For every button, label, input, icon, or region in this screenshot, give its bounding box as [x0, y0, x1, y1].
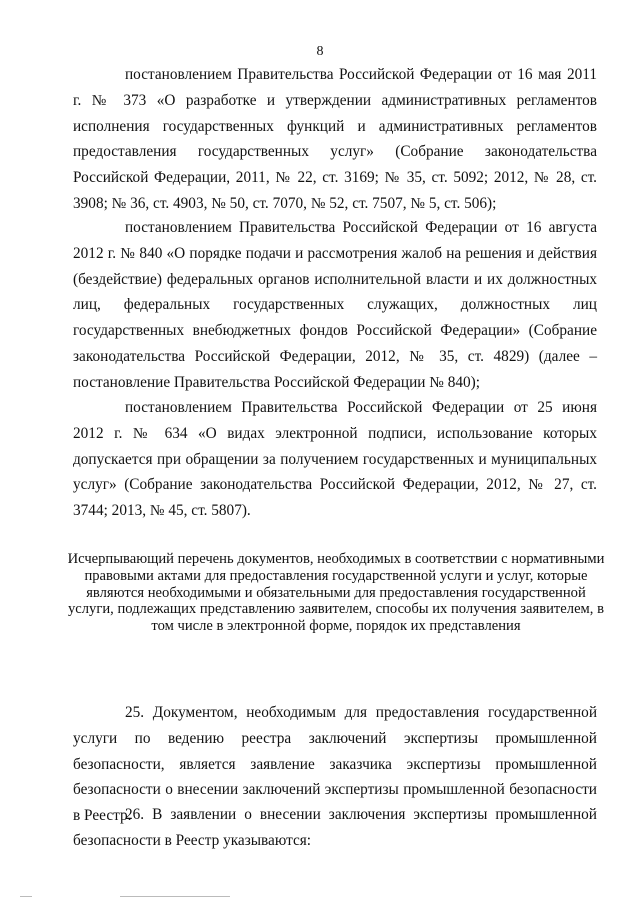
paragraph-text: 26. В заявлении о внесении заключения экспертизы промышленной безопасности в Реестр указываются: [73, 806, 597, 849]
paragraph-decree-840 [73, 215, 597, 396]
paragraph-text: 25. Документом, необходимым для предоставления государственной услуги по ведению реестра заключений экспертизы промышленной безопасности, является заявление заказчика экспертизы промышленной безопасности о внесении заключений экспертизы промышленной безопасности в Реестр. [73, 704, 597, 825]
paragraph-text: постановлением Правительства Российской Федерации от 16 мая 2011 г. № 373 «О разработке и утверждении административных регламентов исполнения государственных функций и административных регламентов предоставления государственных услуг» (Собрание законодательства Российской Федерации, 2011, № 22, ст. 3169; № 35, ст. 5092; 2012, № 28, ст. 3908; № 36, ст. 4903, № 50, ст. 7070, № 52, ст. 7507, № 5, ст. 506); [73, 66, 597, 212]
scan-edge-mark [120, 896, 230, 897]
paragraph-item-26 [73, 802, 597, 854]
paragraph-decree-373 [73, 62, 597, 217]
section-heading: Исчерпывающий перечень документов, необходимых в соответствии с нормативными правовыми актами для предоставления государственной услуги и услуг, которые являются необходимыми и обязательными для предоставления государственной услуги, подлежащих представлению заявителем, способы их получения заявителем, в том числе в электронной форме, порядок их представления [67, 551, 605, 635]
paragraph-decree-634 [73, 395, 597, 524]
page-number: 8 [316, 44, 324, 59]
paragraph-text: постановлением Правительства Российской Федерации от 25 июня 2012 г. № 634 «О видах электронной подписи, использование которых допускается при обращении за получением государственных и муниципальных услуг» (Собрание законодательства Российской Федерации, 2012, № 27, ст. 3744; 2013, № 45, ст. 5807). [73, 399, 597, 520]
paragraph-text: постановлением Правительства Российской Федерации от 16 августа 2012 г. № 840 «О порядке подачи и рассмотрения жалоб на решения и действия (бездействие) федеральных органов исполнительной власти и их должностных лиц, федеральных государственных служащих, должностных лиц государственных внебюджетных фондов Российской Федерации» (Собрание законодательства Российской Федерации, 2012, № 35, ст. 4829) (далее – постановление Правительства Российской Федерации № 840); [73, 219, 597, 391]
scan-edge-mark [20, 896, 32, 897]
